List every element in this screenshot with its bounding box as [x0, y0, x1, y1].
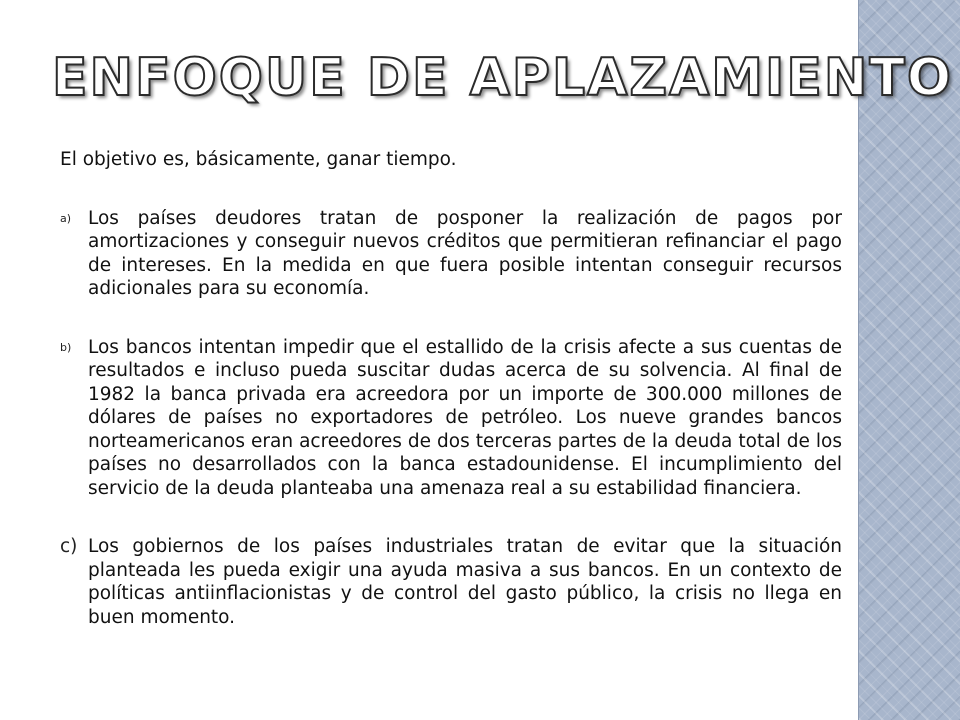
intro-paragraph: El objetivo es, básicamente, ganar tiempo.	[60, 149, 457, 170]
decorative-side-panel	[858, 0, 960, 720]
list-item-a-text: Los países deudores tratan de posponer la realización de pagos por amortizaciones y conseguir nuevos créditos que permitieran refinanciar el pago de intereses. En la medida en que fuera posible intentan conseguir recursos adicionales para su economía.	[88, 207, 842, 299]
list-item-c	[60, 535, 842, 629]
slide-title: ENFOQUE DE APLAZAMIENTO	[52, 48, 954, 108]
list-marker-b: b)	[60, 340, 72, 354]
list-item-a	[60, 207, 842, 301]
list-item-b-text: Los bancos intentan impedir que el estallido de la crisis afecte a sus cuentas de resultados e incluso pueda suscitar dudas acerca de su solvencia. Al final de 1982 la banca privada era acreedora por un importe de 300.000 millones de dólares de países no exportadores de petróleo. Los nueve grandes bancos norteamericanos eran acreedores de dos terceras partes de la deuda total de los países no desarrollados con la banca estadounidense. El incumplimiento del servicio de la deuda planteaba una amenaza real a su estabilidad financiera.	[88, 336, 842, 499]
slide-body	[60, 148, 842, 629]
list-marker-c: c)	[60, 536, 78, 557]
list-item-c-text: Los gobiernos de los países industriales tratan de evitar que la situación planteada les pueda exigir una ayuda masiva a sus bancos. En un contexto de políticas antiinflacionistas y de control del gasto público, la crisis no llega en buen momento.	[88, 536, 842, 628]
list-item-b	[60, 336, 842, 501]
list-marker-a: a)	[60, 211, 72, 225]
